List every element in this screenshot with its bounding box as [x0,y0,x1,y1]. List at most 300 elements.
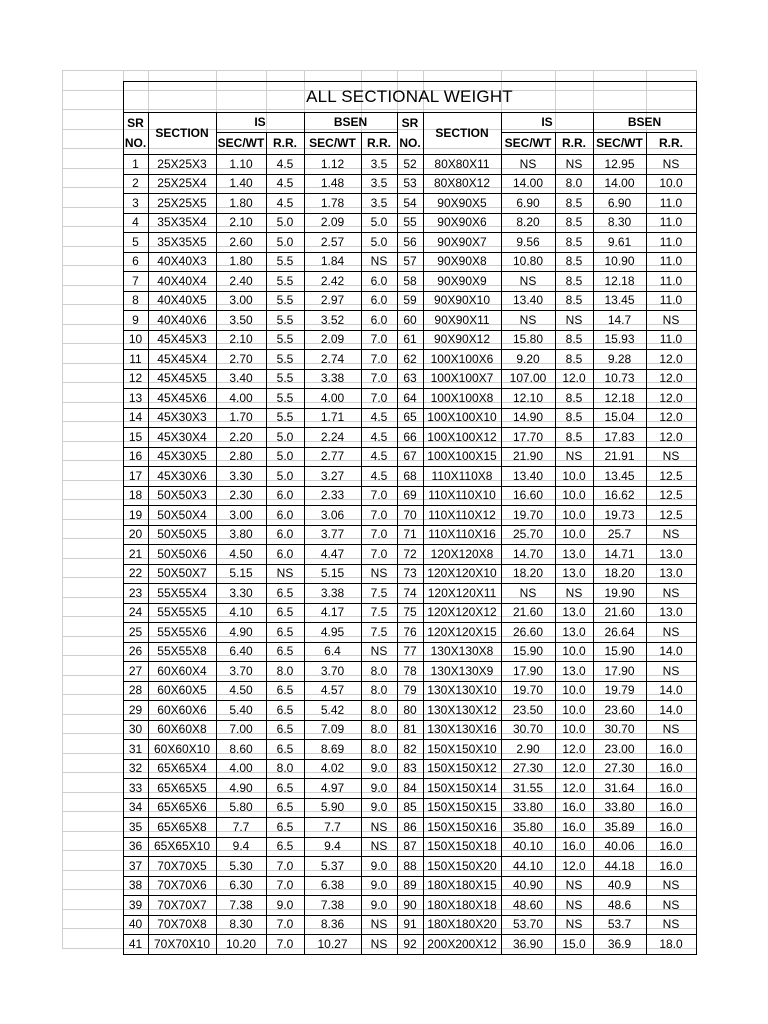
right-section-cell[interactable]: 150X150X20 [427,858,497,873]
left-section-cell[interactable]: 50X50X7 [157,566,207,581]
left-is-rr-cell[interactable]: 6.5 [276,683,294,698]
right-sr-no-cell[interactable]: 55 [403,215,417,230]
left-bsen-sec-wt-cell[interactable]: 2.24 [320,429,345,444]
right-bsen-rr-cell[interactable]: 12.5 [659,507,683,522]
right-bsen-sec-wt-cell[interactable]: 10.90 [604,254,635,269]
left-is-sec-wt-cell[interactable]: 4.00 [229,761,253,776]
left-is-rr-cell[interactable]: 8.0 [276,663,294,678]
right-is-rr-cell[interactable]: 8.5 [565,234,583,249]
right-sr-no-cell[interactable]: 71 [403,527,417,542]
left-is-sec-wt-cell[interactable]: 4.10 [229,605,253,620]
left-is-rr-cell[interactable]: 6.0 [276,507,294,522]
right-bsen-sec-wt-cell[interactable]: 21.91 [604,449,635,464]
right-bsen-rr-cell[interactable]: 12.0 [659,390,683,405]
left-sr-no-cell[interactable]: 36 [128,839,143,854]
left-bsen-sec-wt-cell[interactable]: 1.84 [320,254,345,269]
right-is-rr-cell[interactable]: 8.0 [565,176,583,191]
right-is-rr-cell[interactable]: NS [565,917,583,932]
right-sr-no-cell[interactable]: 70 [403,507,417,522]
right-is-rr-cell[interactable]: 13.0 [562,663,586,678]
right-bsen-sec-wt-cell[interactable]: 17.83 [604,429,635,444]
left-bsen-sec-wt-cell[interactable]: 3.38 [320,585,345,600]
right-section-cell[interactable]: 130X130X8 [430,644,494,659]
left-is-rr-cell[interactable]: 6.5 [276,702,294,717]
left-bsen-rr-cell[interactable]: NS [370,917,388,932]
right-bsen-rr-cell[interactable]: 11.0 [659,195,683,210]
right-bsen-sec-wt-cell[interactable]: 15.04 [604,410,635,425]
left-bsen-rr-cell[interactable]: 6.0 [370,312,388,327]
left-is-sec-wt-cell[interactable]: 2.60 [229,234,253,249]
left-is-sec-wt-cell[interactable]: 7.7 [232,819,250,834]
right-sr-no-cell[interactable]: 66 [403,429,417,444]
right-bsen-sec-wt-cell[interactable]: 12.95 [604,156,635,171]
left-is-sec-wt-cell[interactable]: 2.70 [229,351,253,366]
right-section-cell[interactable]: 90X90X11 [434,312,490,327]
right-is-sec-wt-cell[interactable]: 13.40 [512,293,544,308]
left-bsen-rr-cell[interactable]: 7.5 [370,605,388,620]
right-bsen-rr-cell[interactable]: 13.0 [659,605,683,620]
left-sr-no-cell[interactable]: 2 [132,176,139,191]
left-bsen-sec-wt-cell[interactable]: 10.27 [317,936,348,951]
right-section-cell[interactable]: 150X150X14 [427,780,497,795]
right-is-sec-wt-cell[interactable]: 17.70 [512,429,544,444]
left-bsen-rr-cell[interactable]: NS [370,839,388,854]
left-bsen-sec-wt-cell[interactable]: 1.78 [320,195,345,210]
right-is-sec-wt-cell[interactable]: NS [519,156,537,171]
right-bsen-rr-cell[interactable]: 16.0 [659,839,683,854]
right-bsen-sec-wt-cell[interactable]: 19.73 [604,507,635,522]
left-section-cell[interactable]: 40X40X4 [157,273,207,288]
right-sr-header[interactable]: SR [401,115,419,130]
right-is-rr-cell[interactable]: 15.0 [562,936,586,951]
left-bsen-sec-wt-cell[interactable]: 2.09 [320,332,345,347]
left-is-sec-wt-cell[interactable]: 5.30 [229,858,253,873]
left-section-cell[interactable]: 25X25X3 [157,156,207,171]
left-bsen-sec-wt-cell[interactable]: 9.4 [324,839,341,854]
right-is-sec-wt-cell[interactable]: 19.70 [512,507,544,522]
left-is-rr-header[interactable]: R.R. [273,136,297,150]
right-section-cell[interactable]: 100X100X15 [427,449,497,464]
right-is-rr-cell[interactable]: 10.0 [562,488,586,503]
right-sr-no-cell[interactable]: 83 [403,761,417,776]
left-bsen-sec-wt-cell[interactable]: 1.71 [320,410,345,425]
left-is-rr-cell[interactable]: 5.0 [276,215,294,230]
left-section-cell[interactable]: 65X65X5 [157,780,207,795]
right-sr-no-cell[interactable]: 57 [403,254,417,269]
left-sr-no-cell[interactable]: 7 [132,273,139,288]
left-is-rr-cell[interactable]: NS [276,566,294,581]
right-is-rr-cell[interactable]: 10.0 [562,527,586,542]
left-sr-no-cell[interactable]: 10 [128,332,143,347]
left-bsen-sec-wt-cell[interactable]: 4.02 [320,761,345,776]
right-is-sec-wt-cell[interactable]: 48.60 [512,897,544,912]
right-is-rr-cell[interactable]: 10.0 [562,683,586,698]
right-section-cell[interactable]: 150X150X15 [427,800,497,815]
right-bsen-sec-wt-cell[interactable]: 25.7 [607,527,632,542]
left-sr-no-cell[interactable]: 27 [128,663,143,678]
right-is-sec-wt-cell[interactable]: 40.90 [512,878,544,893]
left-is-sec-wt-cell[interactable]: 3.80 [229,527,253,542]
right-is-rr-cell[interactable]: 8.5 [565,410,583,425]
left-bsen-sec-wt-cell[interactable]: 2.97 [320,293,345,308]
right-bsen-rr-cell[interactable]: 13.0 [659,546,683,561]
right-bsen-sec-wt-cell[interactable]: 8.30 [607,215,632,230]
left-is-header[interactable]: IS [254,115,266,129]
left-bsen-sec-wt-cell[interactable]: 1.12 [320,156,345,171]
right-is-sec-wt-cell[interactable]: 44.10 [512,858,544,873]
left-sr-no-cell[interactable]: 34 [128,800,143,815]
right-is-rr-cell[interactable]: 10.0 [562,507,586,522]
left-bsen-rr-cell[interactable]: 9.0 [370,897,388,912]
right-section-cell[interactable]: 180X180X15 [427,878,497,893]
left-bsen-sec-wt-cell[interactable]: 8.69 [320,741,345,756]
right-bsen-sec-wt-cell[interactable]: 35.89 [604,819,635,834]
right-bsen-rr-cell[interactable]: 14.0 [659,683,683,698]
left-bsen-rr-cell[interactable]: NS [370,644,388,659]
right-bsen-sec-wt-cell[interactable]: 16.62 [604,488,635,503]
right-section-cell[interactable]: 100X100X7 [430,371,494,386]
right-bsen-rr-cell[interactable]: 16.0 [659,780,683,795]
right-is-rr-cell[interactable]: NS [565,897,583,912]
right-section-cell[interactable]: 110X110X8 [431,468,493,483]
left-sr-no-cell[interactable]: 12 [128,371,143,386]
left-bsen-rr-cell[interactable]: 4.5 [370,468,388,483]
right-is-sec-wt-cell[interactable]: 21.90 [512,449,544,464]
left-section-cell[interactable]: 50X50X3 [157,488,207,503]
left-sr-no-cell[interactable]: 4 [132,215,139,230]
right-is-rr-cell[interactable]: 13.0 [562,546,586,561]
right-section-cell[interactable]: 90X90X5 [437,195,487,210]
left-sr-no-cell[interactable]: 26 [128,644,143,659]
right-bsen-sec-wt-cell[interactable]: 9.61 [607,234,632,249]
right-is-secwt-header[interactable]: SEC/WT [504,136,552,150]
left-bsen-sec-wt-cell[interactable]: 6.4 [324,644,341,659]
right-section-cell[interactable]: 150X150X10 [427,741,497,756]
left-bsen-sec-wt-cell[interactable]: 7.09 [320,722,345,737]
left-bsen-sec-wt-cell[interactable]: 5.15 [320,566,345,581]
right-is-rr-cell[interactable]: 16.0 [562,819,586,834]
left-bsen-rr-cell[interactable]: 7.5 [370,624,388,639]
left-bsen-sec-wt-cell[interactable]: 4.00 [320,390,345,405]
left-is-sec-wt-cell[interactable]: 1.70 [229,410,253,425]
left-sr-no-cell[interactable]: 39 [128,897,143,912]
right-section-cell[interactable]: 100X100X10 [427,410,497,425]
right-section-cell[interactable]: 100X100X6 [430,351,494,366]
left-is-sec-wt-cell[interactable]: 8.60 [229,741,253,756]
left-bsen-rr-cell[interactable]: 7.0 [370,488,388,503]
right-bsen-rr-cell[interactable]: 14.0 [659,644,683,659]
right-bsen-rr-header[interactable]: R.R. [659,136,683,150]
right-section-cell[interactable]: 130X130X10 [427,683,497,698]
right-section-cell[interactable]: 180X180X20 [427,917,497,932]
right-bsen-sec-wt-cell[interactable]: 19.79 [604,683,635,698]
right-section-cell[interactable]: 130X130X16 [427,722,497,737]
right-is-sec-wt-cell[interactable]: 107.00 [509,371,547,386]
right-bsen-header[interactable]: BSEN [627,115,662,129]
right-sr-no-cell[interactable]: 72 [403,546,417,561]
left-section-cell[interactable]: 60X60X8 [157,722,207,737]
left-is-rr-cell[interactable]: 6.5 [276,644,294,659]
left-bsen-rr-cell[interactable]: 8.0 [370,663,388,678]
right-sr-no-cell[interactable]: 78 [403,663,417,678]
right-bsen-rr-cell[interactable]: 11.0 [659,332,683,347]
right-section-cell[interactable]: 130X130X12 [427,702,497,717]
right-sr-no-cell[interactable]: 76 [403,624,417,639]
left-is-rr-cell[interactable]: 9.0 [276,897,294,912]
left-sr-no-cell[interactable]: 40 [128,917,143,932]
left-bsen-secwt-header[interactable]: SEC/WT [309,136,356,150]
right-bsen-sec-wt-cell[interactable]: 14.71 [604,546,635,561]
right-is-sec-wt-cell[interactable]: 12.10 [512,390,544,405]
right-sr-no-cell[interactable]: 58 [403,273,417,288]
left-bsen-rr-cell[interactable]: 7.5 [370,585,388,600]
right-is-sec-wt-cell[interactable]: 31.55 [512,780,544,795]
right-is-sec-wt-cell[interactable]: 14.90 [512,410,544,425]
left-is-rr-cell[interactable]: 7.0 [276,878,294,893]
right-is-sec-wt-cell[interactable]: 14.00 [512,176,544,191]
table-title[interactable]: ALL SECTIONAL WEIGHT [306,87,513,106]
left-section-cell[interactable]: 50X50X5 [157,527,207,542]
right-sr-no-cell[interactable]: 65 [403,410,417,425]
left-bsen-sec-wt-cell[interactable]: 2.09 [320,215,345,230]
left-section-cell[interactable]: 25X25X4 [157,176,207,191]
right-is-rr-cell[interactable]: 16.0 [562,800,586,815]
right-bsen-sec-wt-cell[interactable]: 40.9 [607,878,632,893]
left-is-rr-cell[interactable]: 5.5 [276,273,294,288]
right-section-cell[interactable]: 90X90X12 [433,332,491,347]
right-bsen-sec-wt-cell[interactable]: 27.30 [604,761,635,776]
left-is-sec-wt-cell[interactable]: 5.15 [229,566,253,581]
left-is-sec-wt-cell[interactable]: 10.20 [225,936,257,951]
left-is-sec-wt-cell[interactable]: 4.50 [229,683,253,698]
right-section-cell[interactable]: 120X120X15 [427,624,497,639]
right-sr-no-cell[interactable]: 77 [403,644,417,659]
left-is-rr-cell[interactable]: 7.0 [276,917,294,932]
left-is-rr-cell[interactable]: 4.5 [276,195,294,210]
left-is-rr-cell[interactable]: 6.5 [276,741,294,756]
right-is-sec-wt-cell[interactable]: NS [519,312,537,327]
right-bsen-rr-cell[interactable]: 16.0 [659,858,683,873]
right-bsen-rr-cell[interactable]: 12.0 [659,429,683,444]
right-bsen-rr-cell[interactable]: 16.0 [659,761,683,776]
left-section-cell[interactable]: 60X60X10 [153,741,211,756]
left-bsen-rr-cell[interactable]: 6.0 [370,273,388,288]
left-section-cell[interactable]: 45X45X6 [157,390,207,405]
left-bsen-rr-cell[interactable]: 5.0 [370,215,388,230]
left-is-sec-wt-cell[interactable]: 3.30 [229,585,253,600]
left-sr-no-cell[interactable]: 16 [128,449,143,464]
right-section-cell[interactable]: 120X120X12 [427,605,497,620]
right-is-sec-wt-cell[interactable]: 19.70 [512,683,544,698]
right-is-rr-cell[interactable]: 8.5 [565,273,583,288]
left-is-rr-cell[interactable]: 6.5 [276,839,294,854]
right-is-sec-wt-cell[interactable]: 15.90 [512,644,544,659]
right-bsen-rr-cell[interactable]: 11.0 [659,273,683,288]
right-is-sec-wt-cell[interactable]: 26.60 [512,624,544,639]
left-bsen-rr-cell[interactable]: 9.0 [370,780,388,795]
left-sr-no-cell[interactable]: 14 [128,410,143,425]
right-bsen-sec-wt-cell[interactable]: 9.28 [607,351,632,366]
left-bsen-sec-wt-cell[interactable]: 6.38 [320,878,345,893]
right-is-sec-wt-cell[interactable]: 27.30 [512,761,544,776]
left-section-cell[interactable]: 40X40X6 [157,312,207,327]
right-is-rr-header[interactable]: R.R. [562,136,586,150]
right-bsen-sec-wt-cell[interactable]: 44.18 [604,858,635,873]
right-sr-no-cell[interactable]: 74 [403,585,417,600]
right-section-cell[interactable]: 150X150X18 [427,839,497,854]
right-bsen-sec-wt-cell[interactable]: 19.90 [604,585,635,600]
left-is-sec-wt-cell[interactable]: 9.4 [232,839,250,854]
left-section-cell[interactable]: 55X55X5 [157,605,207,620]
right-is-rr-cell[interactable]: 8.5 [565,351,583,366]
left-sr-no-cell[interactable]: 18 [128,488,143,503]
right-bsen-sec-wt-cell[interactable]: 13.45 [604,468,635,483]
right-is-sec-wt-cell[interactable]: 8.20 [516,215,540,230]
left-sr-no-cell[interactable]: 8 [132,293,139,308]
right-is-rr-cell[interactable]: 13.0 [562,566,586,581]
right-sr-no-cell[interactable]: 61 [403,332,417,347]
right-is-sec-wt-cell[interactable]: NS [519,585,537,600]
right-section-cell[interactable]: 100X100X12 [427,429,497,444]
left-section-cell[interactable]: 70X70X6 [157,878,207,893]
right-sr-no-cell[interactable]: 81 [403,722,417,737]
right-is-sec-wt-cell[interactable]: 35.80 [512,819,544,834]
right-is-rr-cell[interactable]: 13.0 [562,624,586,639]
left-is-sec-wt-cell[interactable]: 3.50 [229,312,253,327]
left-is-rr-cell[interactable]: 5.0 [276,429,294,444]
right-bsen-rr-cell[interactable]: 12.0 [659,371,683,386]
left-bsen-rr-cell[interactable]: 4.5 [370,429,388,444]
left-sr-no-cell[interactable]: 30 [128,722,143,737]
right-is-rr-cell[interactable]: 10.0 [562,468,586,483]
left-is-sec-wt-cell[interactable]: 1.80 [229,195,253,210]
right-sr-no-cell[interactable]: 92 [403,936,417,951]
left-is-secwt-header[interactable]: SEC/WT [217,136,265,150]
right-section-cell[interactable]: 80X80X11 [434,156,490,171]
left-is-sec-wt-cell[interactable]: 2.20 [229,429,253,444]
right-sr-no-cell[interactable]: 85 [403,800,417,815]
right-section-cell[interactable]: 150X150X16 [427,819,497,834]
left-is-sec-wt-cell[interactable]: 5.80 [229,800,253,815]
left-is-sec-wt-cell[interactable]: 5.40 [229,702,253,717]
left-is-rr-cell[interactable]: 6.5 [276,722,294,737]
right-sr-no-cell[interactable]: 73 [403,566,417,581]
left-sr-no-cell[interactable]: 13 [128,390,143,405]
right-sr-no-cell[interactable]: 56 [403,234,417,249]
left-section-cell[interactable]: 25X25X5 [157,195,207,210]
left-bsen-rr-cell[interactable]: 8.0 [370,722,388,737]
right-is-sec-wt-cell[interactable]: 10.80 [512,254,544,269]
left-is-sec-wt-cell[interactable]: 1.10 [229,156,253,171]
right-is-rr-cell[interactable]: NS [565,312,583,327]
left-section-cell[interactable]: 35X35X5 [157,234,207,249]
right-is-rr-cell[interactable]: 13.0 [562,605,586,620]
left-sr-no-cell[interactable]: 1 [132,156,139,171]
left-section-header[interactable]: SECTION [155,126,209,140]
right-is-rr-cell[interactable]: 16.0 [562,839,586,854]
right-is-sec-wt-cell[interactable]: 9.56 [516,234,540,249]
left-sr-no-cell[interactable]: 31 [128,741,143,756]
left-bsen-sec-wt-cell[interactable]: 2.77 [320,449,345,464]
right-sr-no-cell[interactable]: 69 [403,488,417,503]
left-is-rr-cell[interactable]: 4.5 [276,176,294,191]
left-section-cell[interactable]: 55X55X8 [157,644,207,659]
right-section-header[interactable]: SECTION [435,126,489,140]
left-bsen-sec-wt-cell[interactable]: 4.97 [320,780,345,795]
right-bsen-rr-cell[interactable]: NS [662,156,680,171]
right-is-sec-wt-cell[interactable]: NS [519,273,537,288]
right-bsen-rr-cell[interactable]: 11.0 [659,234,683,249]
left-is-rr-cell[interactable]: 6.0 [276,546,294,561]
left-bsen-sec-wt-cell[interactable]: 4.95 [320,624,345,639]
left-sr-no-cell[interactable]: 6 [132,254,139,269]
right-sr-no-cell[interactable]: 82 [403,741,417,756]
left-bsen-sec-wt-cell[interactable]: 2.74 [320,351,345,366]
right-bsen-sec-wt-cell[interactable]: 15.93 [604,332,635,347]
left-is-rr-cell[interactable]: 5.5 [276,332,294,347]
left-sr-no-cell[interactable]: 33 [128,780,143,795]
left-is-rr-cell[interactable]: 5.5 [276,312,294,327]
right-bsen-rr-cell[interactable]: 12.5 [659,488,683,503]
right-bsen-rr-cell[interactable]: 11.0 [659,254,683,269]
left-bsen-rr-cell[interactable]: 7.0 [370,390,388,405]
right-bsen-rr-cell[interactable]: 18.0 [659,936,683,951]
right-section-cell[interactable]: 90X90X7 [437,234,487,249]
left-sr-no-cell[interactable]: 38 [128,878,143,893]
right-bsen-sec-wt-cell[interactable]: 48.6 [607,897,632,912]
left-section-cell[interactable]: 50X50X6 [157,546,207,561]
left-bsen-rr-cell[interactable]: 9.0 [370,761,388,776]
right-is-rr-cell[interactable]: 12.0 [562,371,586,386]
left-sr-no-cell[interactable]: 28 [128,683,143,698]
left-is-rr-cell[interactable]: 5.0 [276,468,294,483]
right-bsen-sec-wt-cell[interactable]: 31.64 [604,780,635,795]
left-section-cell[interactable]: 70X70X7 [157,897,207,912]
left-section-cell[interactable]: 45X30X4 [157,429,207,444]
right-section-cell[interactable]: 100X100X8 [430,390,494,405]
left-bsen-rr-cell[interactable]: 4.5 [370,449,388,464]
left-section-cell[interactable]: 60X60X5 [157,683,207,698]
right-is-rr-cell[interactable]: 8.5 [565,293,583,308]
left-bsen-rr-cell[interactable]: 8.0 [370,683,388,698]
right-is-rr-cell[interactable]: 8.5 [565,429,583,444]
left-sr-header[interactable]: SR [127,115,144,130]
left-section-cell[interactable]: 65X65X10 [153,839,211,854]
left-section-cell[interactable]: 40X40X3 [157,254,207,269]
left-sr-no-cell[interactable]: 21 [128,546,143,561]
left-is-sec-wt-cell[interactable]: 3.40 [229,371,253,386]
right-bsen-rr-cell[interactable]: 12.5 [659,468,683,483]
left-sr-no-cell[interactable]: 35 [128,819,143,834]
right-bsen-rr-cell[interactable]: NS [662,624,680,639]
right-bsen-rr-cell[interactable]: NS [662,527,680,542]
left-sr-no-cell[interactable]: 22 [128,566,143,581]
right-bsen-rr-cell[interactable]: NS [662,663,680,678]
left-section-cell[interactable]: 45X45X4 [157,351,207,366]
left-bsen-sec-wt-cell[interactable]: 2.57 [320,234,345,249]
left-bsen-rr-cell[interactable]: NS [370,819,388,834]
right-section-cell[interactable]: 90X90X9 [437,273,487,288]
right-section-cell[interactable]: 90X90X6 [437,215,487,230]
right-is-rr-cell[interactable]: NS [565,156,583,171]
left-section-cell[interactable]: 50X50X4 [157,507,207,522]
right-sr-no-cell[interactable]: 63 [403,371,417,386]
right-sr-no-cell[interactable]: 53 [403,176,417,191]
left-is-rr-cell[interactable]: 6.0 [276,488,294,503]
right-section-cell[interactable]: 120X120X11 [427,585,497,600]
left-bsen-sec-wt-cell[interactable]: 3.70 [320,663,345,678]
right-bsen-rr-cell[interactable]: 11.0 [659,293,683,308]
